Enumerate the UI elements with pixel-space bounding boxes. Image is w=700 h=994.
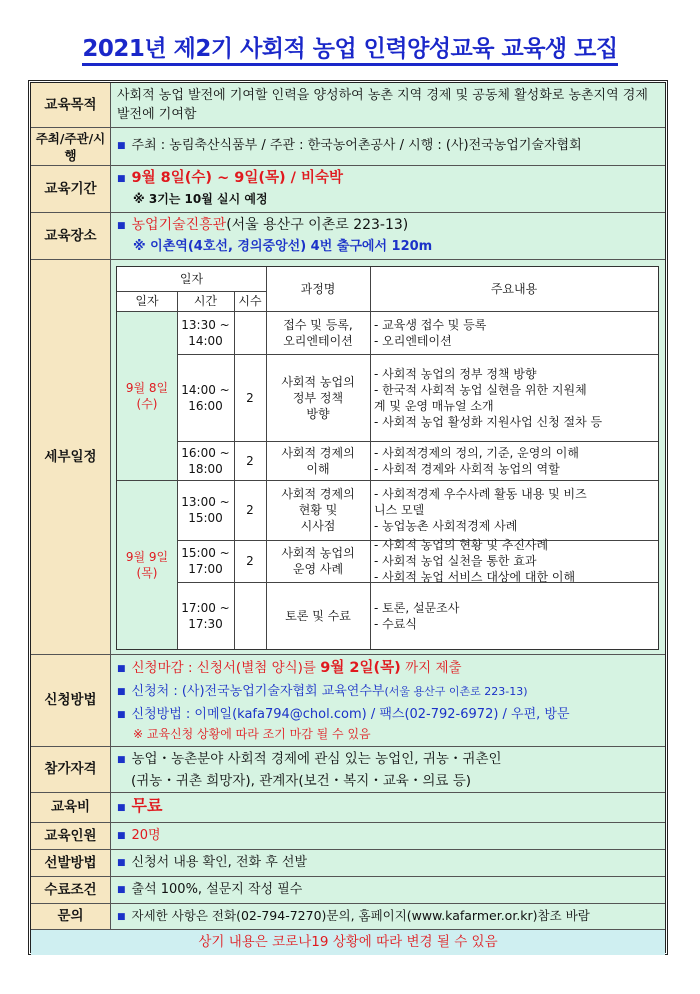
apply-note: ※ 교육신청 상황에 따라 조기 마감 될 수 있음 [133, 727, 371, 741]
apply-deadline-c: 까지 제출 [400, 660, 462, 676]
row-period [31, 166, 665, 213]
schedule-table [116, 266, 659, 650]
label-fee: 교육비 [31, 793, 111, 823]
hours-cell [234, 582, 266, 649]
contact-text: 자세한 사항은 전화(02-794-7270)문의, 홈페이지(www.kafarmer.or.kr)참조 바람 [131, 907, 590, 923]
hours-cell: 2 [246, 453, 254, 468]
row-fee [31, 793, 665, 823]
hours-cell: 2 [246, 390, 254, 405]
page-title: 2021년 제2기 사회적 농업 인력양성교육 교육생 모집 [0, 30, 700, 63]
header-time: 시간 [193, 294, 218, 308]
square-bullet-icon: ■ [117, 911, 126, 922]
apply-place-address: (서울 용산구 이촌로 223-13) [384, 685, 528, 698]
value-completion [111, 877, 665, 904]
value-capacity [111, 823, 665, 850]
row-apply [31, 655, 665, 747]
course-cell: 사회적 농업의 정부 정책 방향 [281, 374, 355, 421]
content-cell: - 교육생 접수 및 등록 - 오리엔테이션 [374, 317, 487, 348]
grid-line [117, 480, 658, 481]
place-address: (서울 용산구 이촌로 223-13) [226, 217, 409, 233]
value-selection [111, 850, 665, 877]
label-purpose: 교육목적 [31, 83, 111, 128]
square-bullet-icon: ■ [117, 830, 126, 841]
header-day: 일자 [135, 294, 159, 308]
square-bullet-icon: ■ [117, 687, 126, 697]
label-apply: 신청방법 [31, 655, 111, 747]
grid-line [234, 291, 235, 649]
grid-line [117, 291, 266, 292]
day-cell-2: 9월 9일 (목) [117, 480, 177, 649]
course-cell: 사회적 경제의 이해 [281, 445, 355, 476]
value-period [111, 166, 665, 213]
grid-line [266, 267, 267, 649]
apply-method: 신청방법 : 이메일(kafa794@chol.com) / 팩스(02-792-6972) / 우편, 방문 [131, 707, 570, 722]
content-cell: - 토론, 설문조사 - 수료식 [374, 600, 460, 631]
fee-text: 무료 [131, 796, 163, 815]
square-bullet-icon: ■ [117, 803, 126, 813]
row-eligibility [31, 747, 665, 793]
header-date-group: 일자 [179, 272, 204, 286]
row-organizer [31, 128, 665, 166]
course-cell: 사회적 농업의 운영 사례 [281, 546, 355, 576]
value-eligibility [111, 747, 665, 793]
square-bullet-icon: ■ [117, 141, 126, 151]
row-contact [31, 904, 665, 930]
header-content: 주요내용 [490, 282, 538, 296]
label-eligibility: 참가자격 [31, 747, 111, 793]
label-capacity: 교육인원 [31, 823, 111, 850]
footer-notice: 상기 내용은 코로나19 상황에 따라 변경 될 수 있음 [31, 930, 665, 955]
square-bullet-icon: ■ [117, 174, 126, 184]
label-place: 교육장소 [31, 213, 111, 260]
label-completion: 수료조건 [31, 877, 111, 904]
apply-place: 신청처 : (사)전국농업기술자협회 교육연수부 [131, 684, 385, 699]
row-capacity [31, 823, 665, 850]
row-purpose [31, 83, 665, 128]
square-bullet-icon: ■ [117, 884, 126, 895]
square-bullet-icon: ■ [117, 221, 126, 231]
value-fee [111, 793, 665, 823]
eligibility-line1: 농업・농촌분야 사회적 경제에 관심 있는 농업인, 귀농・귀촌인 [131, 751, 502, 767]
capacity-text: 20명 [131, 827, 161, 843]
value-purpose: 사회적 농업 발전에 기여할 인력을 양성하여 농촌 지역 경제 및 공동체 활성화로 농촌지역 경제 발전에 기여함 [111, 83, 665, 128]
hours-cell [234, 311, 266, 354]
period-note: ※ 3기는 10월 실시 예정 [133, 192, 268, 206]
apply-deadline-date: 9월 2일(목) [320, 660, 401, 676]
apply-deadline-a: 신청마감 : 신청서(별첨 양식)를 [131, 660, 321, 676]
content-cell: - 사회적경제의 정의, 기준, 운영의 이해 - 사회적 경제와 사회적 농업의 역할 [374, 445, 579, 476]
course-cell: 접수 및 등록, 오리엔테이션 [283, 317, 353, 348]
grid-line [177, 441, 658, 442]
time-cell: 15:00 ~ 17:00 [181, 546, 230, 576]
square-bullet-icon: ■ [117, 710, 126, 720]
square-bullet-icon: ■ [117, 857, 126, 868]
time-cell: 14:00 ~ 16:00 [181, 382, 230, 413]
place-name: 농업기술진흥관 [131, 217, 227, 233]
course-cell: 사회적 경제의 현황 및 시사점 [281, 487, 355, 533]
header-hours: 시수 [238, 294, 262, 308]
value-contact [111, 904, 665, 930]
grid-line [177, 291, 178, 649]
grid-line [117, 311, 658, 312]
time-cell: 13:00 ~ 15:00 [181, 495, 230, 525]
grid-line [177, 582, 658, 583]
completion-text: 출석 100%, 설문지 작성 필수 [131, 881, 303, 897]
time-cell: 13:30 ~ 14:00 [181, 317, 230, 348]
header-course: 과정명 [300, 282, 336, 296]
grid-line [177, 540, 658, 541]
value-organizer [111, 128, 665, 166]
value-apply [111, 655, 665, 747]
row-selection [31, 850, 665, 877]
content-cell: - 사회적경제 우수사례 활동 내용 및 비즈 니스 모델 - 농업농촌 사회적경제 사례 [374, 487, 587, 533]
content-cell: - 사회적 농업의 현황 및 추진사례 - 사회적 농업 실천을 통한 효과 - 사회적 농업 서비스 대상에 대한 이해 [374, 538, 576, 584]
label-schedule: 세부일정 [31, 260, 111, 655]
label-period: 교육기간 [31, 166, 111, 213]
row-completion [31, 877, 665, 904]
eligibility-line2: (귀농・귀촌 희망자), 관계자(보건・복지・교육・의료 등) [131, 773, 472, 789]
content-cell: - 사회적 농업의 정부 정책 방향 - 한국적 사회적 농업 실현을 위한 지원체 계 및 운영 매뉴얼 소개 - 사회적 농업 활성화 지원사업 신청 절차 등 [374, 366, 603, 429]
square-bullet-icon: ■ [117, 755, 126, 765]
day-cell-1: 9월 8일 (수) [117, 311, 177, 480]
course-cell: 토론 및 수료 [285, 608, 351, 623]
organizer-text: 주최 : 농림축산식품부 / 주관 : 한국농어촌공사 / 시행 : (사)전국농업기술자협회 [131, 138, 582, 153]
value-place [111, 213, 665, 260]
period-text: 9월 8일(수) ~ 9일(목) / 비숙박 [131, 170, 344, 186]
grid-line [370, 267, 371, 649]
label-selection: 선발방법 [31, 850, 111, 877]
selection-text: 신청서 내용 확인, 전화 후 선발 [131, 854, 308, 870]
time-cell: 16:00 ~ 18:00 [181, 445, 230, 476]
place-note: ※ 이촌역(4호선, 경의중앙선) 4번 출구에서 120m [133, 239, 433, 254]
grid-line [177, 354, 658, 355]
row-place [31, 213, 665, 260]
hours-cell: 2 [246, 554, 254, 568]
time-cell: 17:00 ~ 17:30 [181, 600, 230, 631]
label-organizer: 주최/주관/시행 [31, 128, 111, 166]
hours-cell: 2 [246, 503, 254, 517]
label-contact: 문의 [31, 904, 111, 930]
square-bullet-icon: ■ [117, 664, 126, 674]
